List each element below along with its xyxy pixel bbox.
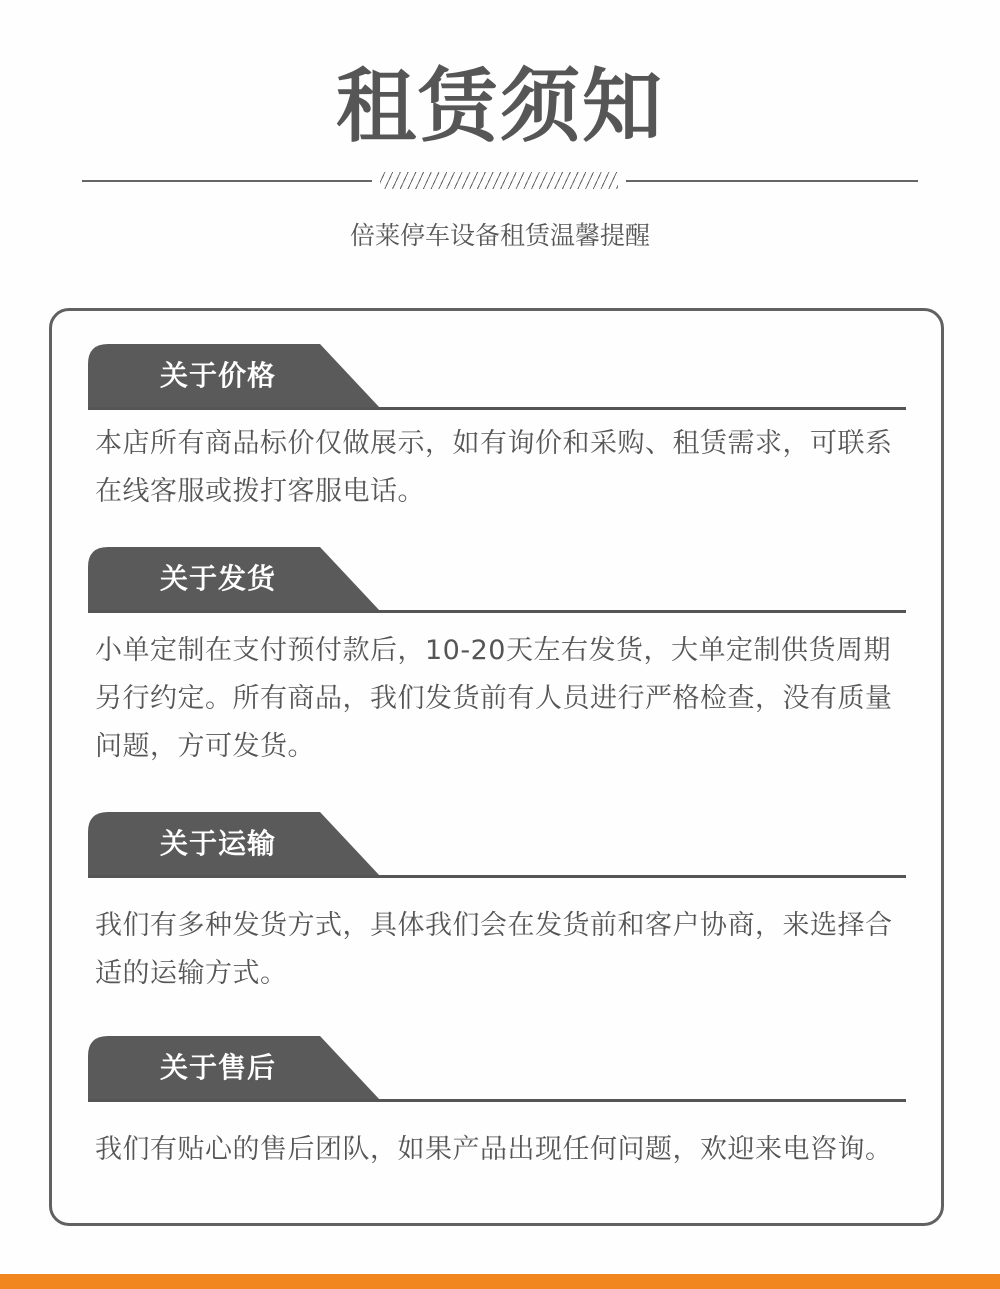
section-heading-shipping: 关于发货 (160, 562, 277, 595)
section-rule-price (88, 407, 906, 410)
title-divider (0, 170, 1000, 194)
section-body-price: 本店所有商品标价仅做展示，如有询价和采购、租赁需求，可联系在线客服或拨打客服电话。 (95, 428, 893, 507)
divider-hatch (380, 172, 618, 189)
section-rule-transport (88, 875, 906, 878)
section-body-transport: 我们有多种发货方式，具体我们会在发货前和客户协商，来选择合适的运输方式。 (95, 910, 893, 989)
section-body-after-sales: 我们有贴心的售后团队，如果产品出现任何问题，欢迎来电咨询。 (95, 1134, 893, 1165)
bottom-accent-bar (0, 1274, 1000, 1289)
section-heading-transport: 关于运输 (160, 827, 277, 860)
divider-line-right (626, 180, 918, 182)
section-heading-after-sales: 关于售后 (160, 1051, 277, 1084)
section-rule-after-sales (88, 1099, 906, 1102)
section-body-shipping: 小单定制在支付预付款后，10-20天左右发货，大单定制供货周期另行约定。所有商品，我们发货前有人员进行严格检查，没有质量问题，方可发货。 (95, 635, 893, 762)
section-heading-price: 关于价格 (160, 359, 277, 392)
section-rule-shipping (88, 610, 906, 613)
page-subtitle: 倍莱停车设备租赁温馨提醒 (349, 221, 650, 250)
divider-line-left (82, 180, 372, 182)
page-title: 租赁须知 (336, 60, 664, 153)
